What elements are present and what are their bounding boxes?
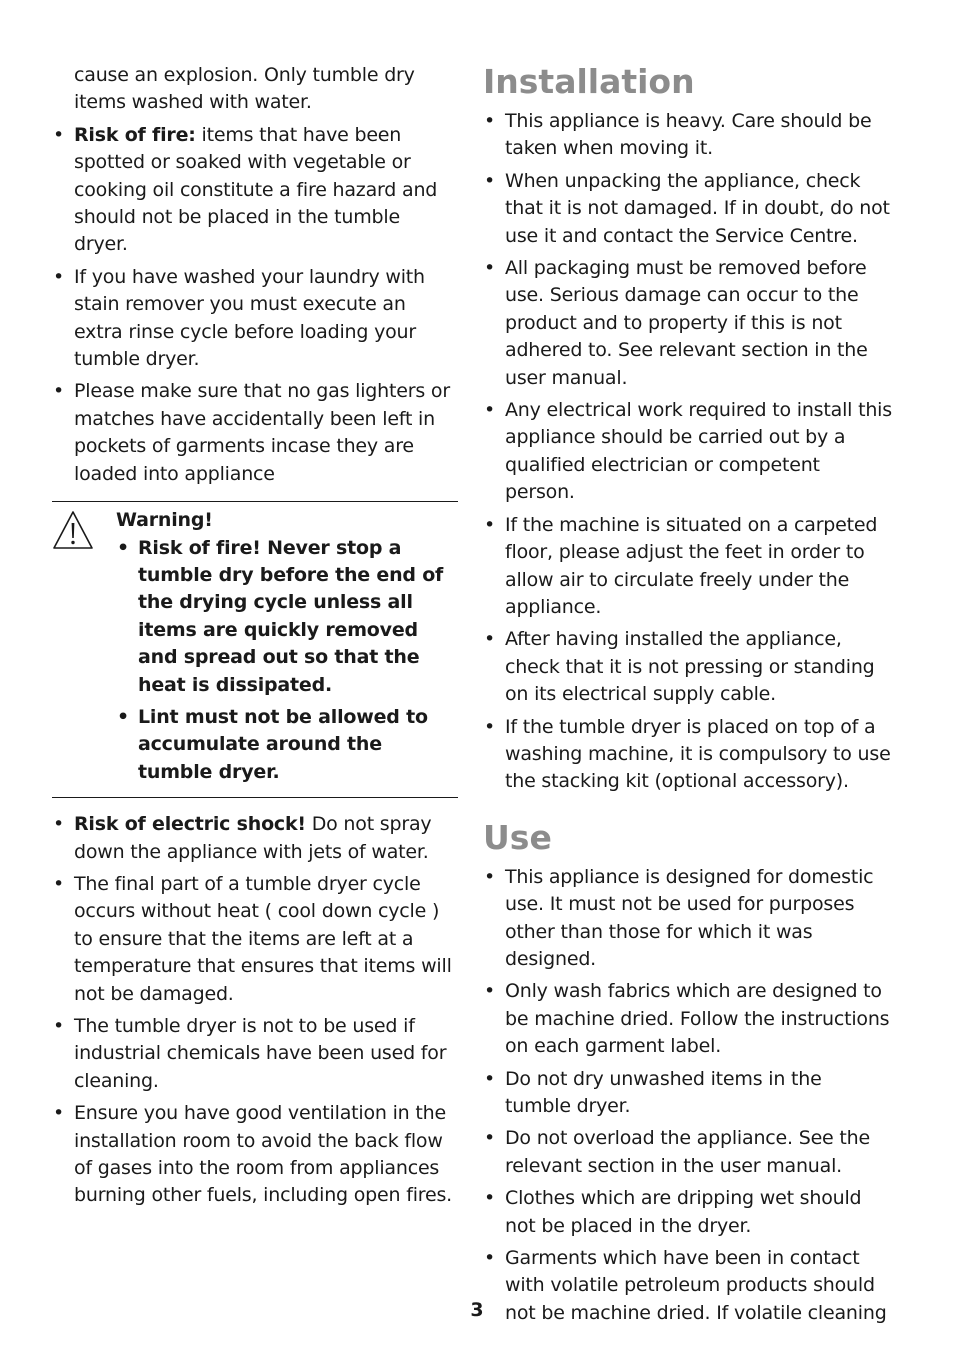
item-text: items that have been spotted or soaked with vegetable or cooking oil constitute a fire hazard and should not be placed in the tumble dryer. [74,123,438,256]
list-item: • After having installed the appliance, check that it is not pressing or standing on its electrical supply cable. [483,626,893,708]
list-item [52,122,458,259]
right-column [483,62,893,1332]
bullet-list-bottom [52,811,458,1210]
use-heading: Use [483,817,552,857]
warning-box [52,501,458,798]
item-text: Do not spray down the appliance with jets of water. [74,813,432,863]
list-item: • Clothes which are dripping wet should not be placed in the dryer. [483,1185,893,1240]
list-item: • Risk of fire! Never stop a tumble dry before the end of the drying cycle unless all items are quickly removed and spread out so that the heat is dissipated. [116,535,458,699]
installation-heading: Installation [483,62,695,101]
list-item: • Do not overload the appliance. See the relevant section in the user manual. [483,1125,893,1180]
list-item: • Lint must not be allowed to accumulate around the tumble dryer. [116,704,458,786]
list-item: • Only wash fabrics which are designed to be machine dried. Follow the instructions on each garment label. [483,978,893,1060]
list-item [52,378,458,488]
warning-body [116,507,458,786]
list-item: • This appliance is heavy. Care should be taken when moving it. [483,108,893,163]
list-item: • All packaging must be removed before use. Serious damage can occur to the product and to property if this is not adhered to. See relevant section in the user manual. [483,255,893,392]
use-list [483,864,893,1328]
list-item [52,264,458,374]
warning-title: Warning! [116,509,213,532]
bullet-list-top [52,122,458,488]
item-text: The tumble dryer is not to be used if industrial chemicals have been used for cleaning. [74,1015,447,1092]
bold-lead: Risk of fire: [74,123,196,146]
page-number: 3 [470,1299,484,1321]
list-item [52,871,458,1008]
item-text: Ensure you have good ventilation in the installation room to avoid the back flow of gases into the room from appliances burning other fuels, including open fires. [74,1102,452,1207]
warning-triangle-icon [52,510,94,550]
item-text: If you have washed your laundry with stain remover you must execute an extra rinse cycle before loading your tumble dryer. [74,265,425,371]
installation-list [483,108,893,796]
warning-list [116,535,458,787]
list-item: • Do not dry unwashed items in the tumble dryer. [483,1066,893,1121]
list-item [52,811,458,866]
list-item: • When unpacking the appliance, check that it is not damaged. If in doubt, do not use it and contact the Service Centre. [483,168,893,250]
list-item: • Garments which have been in contact with volatile petroleum products should not be machine dried. If volatile cleaning [483,1245,893,1327]
item-text: Please make sure that no gas lighters or matches have accidentally been left in pockets of garments incase they are loaded into appliance [74,380,450,485]
left-column [52,62,458,1215]
bold-lead: Risk of electric shock! [74,813,306,836]
list-item: • If the machine is situated on a carpeted floor, please adjust the feet in order to allow air to circulate freely under the appliance. [483,512,893,622]
list-item [52,1013,458,1095]
list-item: • This appliance is designed for domestic use. It must not be used for purposes other than those for which it was designed. [483,864,893,974]
list-item [52,1100,458,1210]
continuation-text: cause an explosion. Only tumble dry items washed with water. [74,64,415,114]
list-item: • If the tumble dryer is placed on top of a washing machine, it is compulsory to use the stacking kit (optional accessory). [483,714,893,796]
item-text: The final part of a tumble dryer cycle occurs without heat ( cool down cycle ) to ensure that the items are left at a temperature that ensures that items will not be damaged. [74,872,452,1005]
list-item: • Any electrical work required to install this appliance should be carried out by a qualified electrician or competent person. [483,397,893,507]
